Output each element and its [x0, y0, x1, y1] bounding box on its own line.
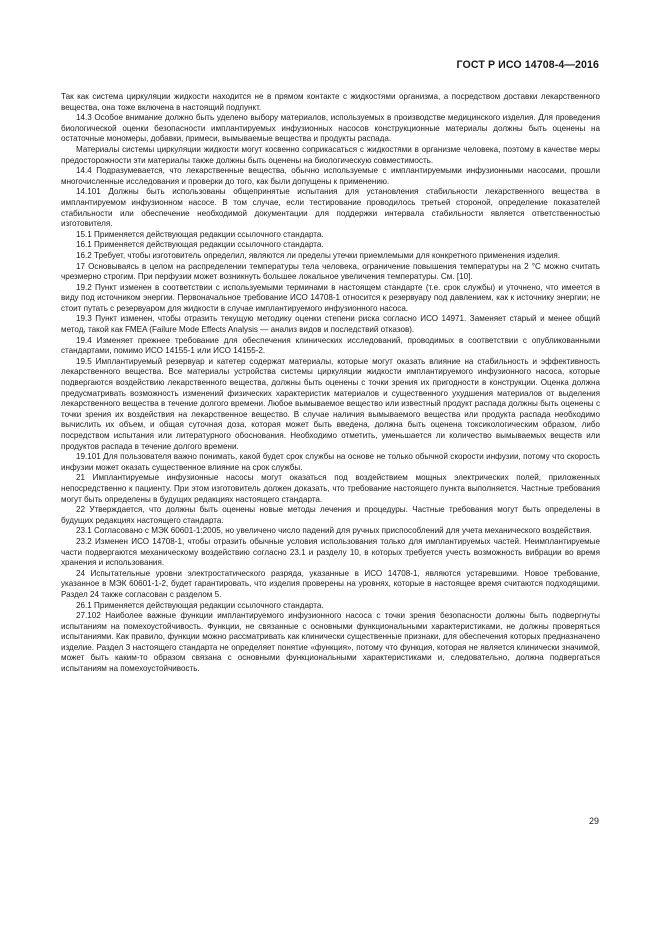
- paragraph: 17 Основываясь в целом на распределении температуры тела человека, ограничение повышения температуры на 2 °С можно считать чрезмерно строгим. При перфузии может возникнуть большее локальное увеличения температуры. См. [10].: [61, 261, 600, 282]
- paragraph: 15.1 Применяется действующая редакции ссылочного стандарта.: [76, 229, 324, 239]
- page-number: 29: [588, 816, 599, 826]
- paragraph: 16.2 Требует, чтобы изготовитель определил, являются ли пределы утечки приемлемыми для конкретного применения изделия.: [76, 250, 560, 260]
- paragraph: 19.101 Для пользователя важно понимать, какой будет срок службы на основе не только обычной скорости инфузии, потому что скорость инфузии может оказать существенное влияние на срок службы.: [61, 452, 600, 472]
- paragraph: 24 Испытательные уровни электростатического разряда, указанные в ИСО 14708-1, являются устаревшими. Новое требование, указанное в МЭК 60601-1-2, будет гарантировать, что изделия проверены на уровнях, которые в настоящее время считаются подходящими. Раздел 24 также согласован с разделом 5.: [61, 568, 600, 599]
- paragraph: 19.5 Имплантируемый резервуар и катетер содержат материалы, которые могут оказать влияние на стабильность и эффективность лекарственного вещества. Все материалы устройства системы циркуляции жидкости имплантируемого инфузионного насоса, которые подвергаются воздействию лекарственного вещества, должны быть оценены с точки зрения их пригодности в конструкции. Оценка должна предусматривать возможность изменений физических характеристик материалов и существенного ухудшения материалов от выделения лекарственного вещества в течение долгого времени. Любое вымываемое вещество или известный продукт распада должны быть оценены с точки зрения их воздействия на лекарственное вещество. В случае наличия вымываемого вещества или продукта распада необходимо вычислить их объем, и общая суточная доза, которая может быть введена, должна быть оценена токсикологическим образом, либо посредством испытания или литературного обоснования. Необходимо отметить, уменьшается ли количество вымываемых веществ или продуктов распада в течение долгого времени.: [61, 356, 600, 451]
- paragraph: 23.2 Изменен ИСО 14708-1, чтобы отразить обычные условия использования только для имплантируемых частей. Неимплантируемые части подвергаются механическому воздействию согласно 23.1 и разделу 10, в которых требуется учесть возможность вибрации во время хранения и использования.: [61, 536, 600, 568]
- paragraph: 26.1 Применяется действующая редакции ссылочного стандарта.: [76, 600, 324, 610]
- paragraph: 23.1 Согласовано с МЭК 60601-1:2005, но увеличено число падений для ручных приспособлений для учета механического воздействия.: [76, 526, 592, 536]
- paragraph: 19.4 Изменяет прежнее требование для обеспечения клинических исследований, проводимых в соответствии с опубликованными стандартами, помимо ИСО 14155-1 или ИСО 14155-2.: [61, 335, 600, 356]
- document-body: [61, 92, 600, 675]
- paragraph: 16.1 Применяется действующая редакции ссылочного стандарта.: [76, 240, 324, 250]
- paragraph: 14.3 Особое внимание должно быть уделено выбору материалов, используемых в производстве медицинского изделия. Для проведения биологической оценки безопасности имплантируемых инфузионных насосов конструкционные материалы должны быть оценены на остаточные мономеры, добавки, примеси, вымываемые вещества и продукты распада.: [61, 113, 600, 144]
- paragraph: 22 Утверждается, что должны быть оценены новые методы лечения и процедуры. Частные требования могут быть определены в будущих редакциях настоящего стандарта.: [61, 505, 600, 525]
- paragraph: 19.3 Пункт изменен, чтобы отразить текущую методику оценки степени риска согласно ИСО 14971. Заменяет старый и менее общий метод, такой как FMEA (Failure Mode Effects Analysis — анализ видов и последствий отказов).: [61, 314, 600, 335]
- paragraph: 19.2 Пункт изменен в соответствии с используемыми терминами в настоящем стандарте (т.е. срок службы) и уточнено, что имеется в виду под источником энергии. Первоначальное требование ИСО 14708-1 относится к резервуару под давлением, как к источнику энергии; не стоит путать с резервуаром для жидкости в случае имплантируемого инфузионного насоса.: [61, 282, 600, 313]
- paragraph: 21 Имплантируемые инфузионные насосы могут оказаться под воздействием мощных электрических полей, приложенных непосредственно к пациенту. При этом изготовитель должен доказать, что требование настоящего пункта выполняется. Частные требования могут быть определены в будущих редакциях настоящего стандарта.: [61, 473, 600, 504]
- paragraph: Так как система циркуляции жидкости находится не в прямом контакте с жидкостями организма, а посредством доставки лекарственного вещества, она тоже включена в настоящий подпункт.: [61, 92, 600, 112]
- paragraph: 14.4 Подразумевается, что лекарственные вещества, обычно используемые с имплантируемыми инфузионными насосами, прошли многочисленные исследования и проверки до того, как были допущены к применению.: [61, 166, 600, 186]
- paragraph: 14.101 Должны быть использованы общепринятые испытания для установления стабильности лекарственного вещества в имплантируемом инфузионном насосе. В том случае, если тестирование проводилось третьей стороной, определение показателей стабильности или обеспечение необходимой документации для поддержки интервала стабильности является ответственностью изготовителя.: [61, 187, 600, 229]
- document-header: ГОСТ Р ИСО 14708-4—2016: [456, 59, 599, 71]
- paragraph: 27.102 Наиболее важные функции имплантируемого инфузионного насоса с точки зрения безопасности должны быть подвергнуты испытаниям на помехоустойчивость. Функции, не связанные с основными функциональными характеристиками, не должны проверяться испытаниями. Как правило, функции можно рассматривать как клинически существенные признаки, для обеспечения которых предназначено изделие. Раздел 3 настоящего стандарта не определяет понятие «функция», потому что функция, которая не является клинически значимой, может быть каким-то образом связана с основными функциональными характеристиками и, следовательно, должна подвергаться испытаниям на помехоустойчивость.: [61, 611, 600, 674]
- paragraph: Материалы системы циркуляции жидкости могут косвенно соприкасаться с жидкостями в организме человека, поэтому в качестве меры предосторожности эти материалы также должны быть оценены на биологическую совместимость.: [61, 144, 600, 165]
